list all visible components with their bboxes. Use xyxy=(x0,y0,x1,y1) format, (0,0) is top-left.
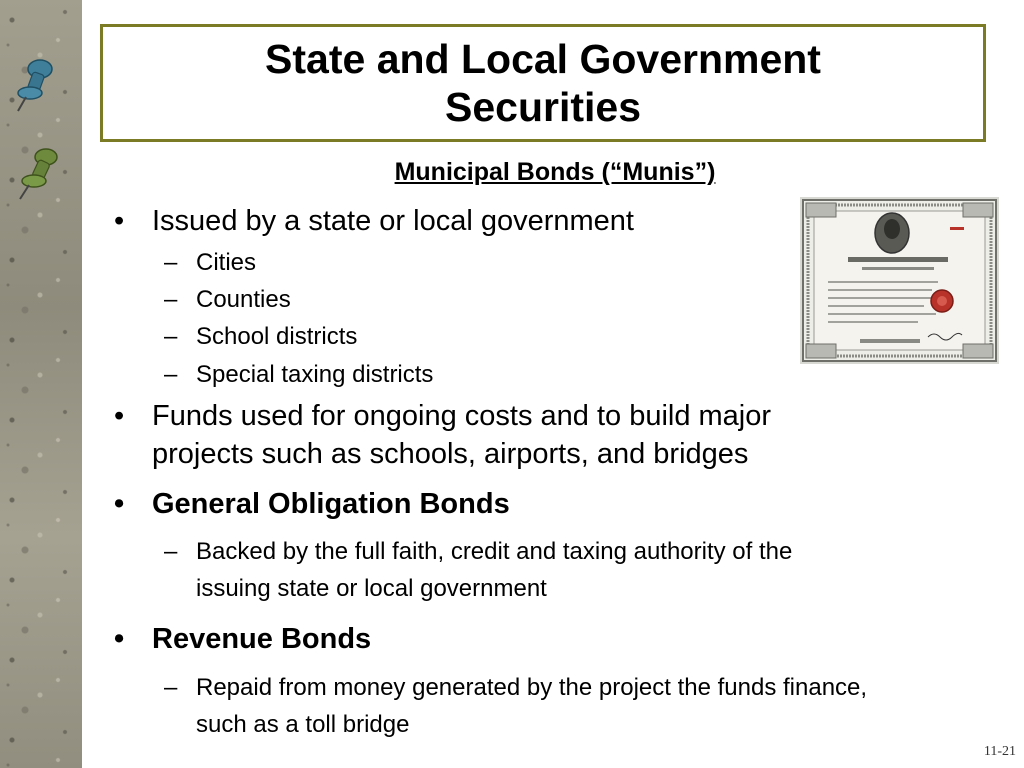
bullet-text: Revenue Bonds xyxy=(152,623,372,655)
bullet-marker: • xyxy=(114,488,125,520)
title-line-1: State and Local Government xyxy=(265,36,821,82)
dash-marker: – xyxy=(164,361,178,388)
title-box xyxy=(100,24,986,142)
dash-marker: – xyxy=(164,538,178,565)
subitem-text: Counties xyxy=(196,286,291,313)
bullet-marker: • xyxy=(114,205,125,237)
page-number: 11-21 xyxy=(983,744,1016,759)
subitem-text-line-2: such as a toll bridge xyxy=(196,711,410,738)
green-pushpin-icon xyxy=(14,145,64,205)
subitem-text-line-1: Backed by the full faith, credit and taxing authority of the xyxy=(196,538,793,565)
dash-marker: – xyxy=(164,323,178,350)
bullet-text: General Obligation Bonds xyxy=(152,488,510,520)
title-line-2: Securities xyxy=(445,84,641,130)
bullet-text-line-2: projects such as schools, airports, and bridges xyxy=(152,438,749,470)
stone-texture-sidebar xyxy=(0,0,82,768)
dash-marker: – xyxy=(164,674,178,701)
slide-title xyxy=(265,35,821,131)
section-subtitle: Municipal Bonds (“Munis”) xyxy=(394,158,716,186)
bond-certificate-image xyxy=(800,197,999,364)
subitem-text-line-1: Repaid from money generated by the project the funds finance, xyxy=(196,674,868,701)
bullet-text-line-1: Funds used for ongoing costs and to build major xyxy=(152,400,772,432)
bullet-marker: • xyxy=(114,400,125,432)
dash-marker: – xyxy=(164,249,178,276)
subitem-text: School districts xyxy=(196,323,358,350)
bullet-text: Issued by a state or local government xyxy=(152,205,634,237)
subitem-text: Special taxing districts xyxy=(196,361,434,388)
subitem-text-line-2: issuing state or local government xyxy=(196,575,547,602)
dash-marker: – xyxy=(164,286,178,313)
blue-pushpin-icon xyxy=(10,55,60,115)
subitem-text: Cities xyxy=(196,249,257,276)
bullet-marker: • xyxy=(114,623,125,655)
